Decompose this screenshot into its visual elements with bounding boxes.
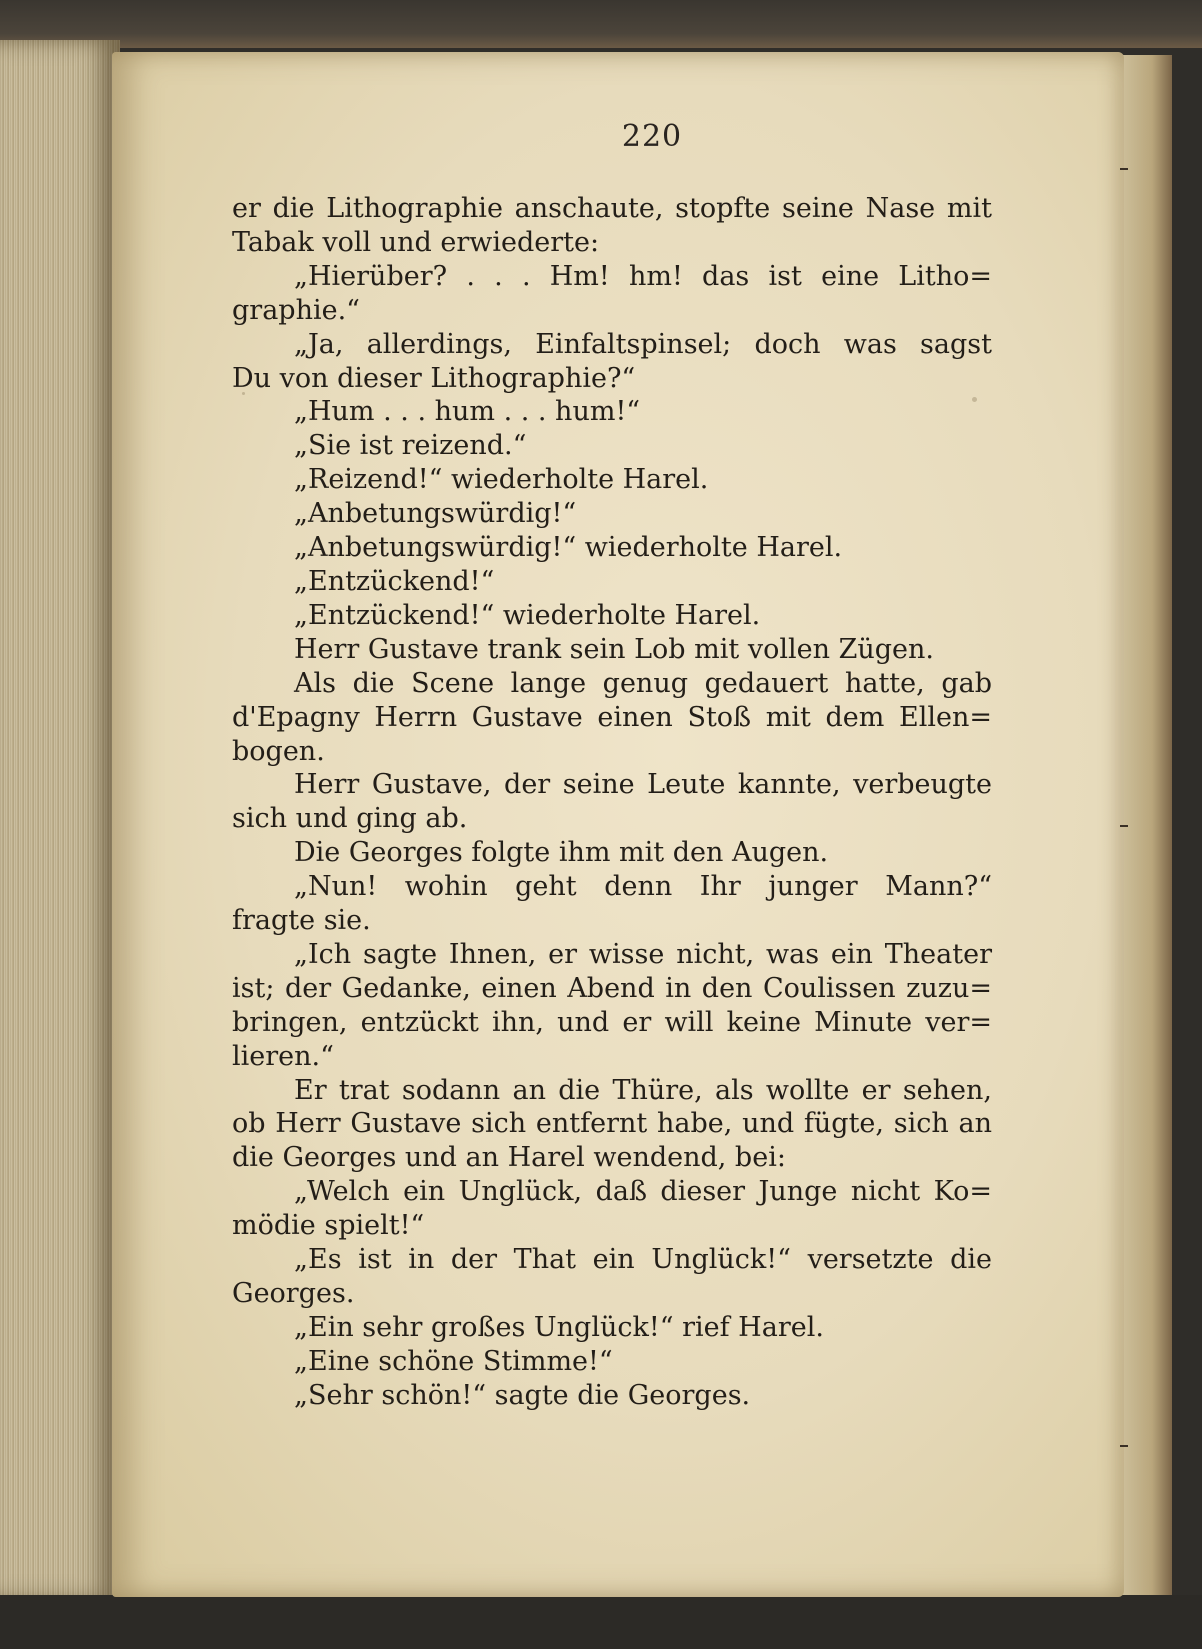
text-line: „Welch ein Unglück, daß dieser Junge nicht Ko=	[294, 1176, 992, 1208]
page-body-text	[232, 192, 992, 1413]
text-line: sich und ging ab.	[232, 803, 468, 835]
text-line: „Eine schöne Stimme!“	[294, 1345, 613, 1377]
book-cover-bottom	[0, 1595, 1202, 1649]
edge-mark	[1120, 1445, 1128, 1447]
text-line: „Reizend!“ wiederholte Harel.	[294, 464, 709, 496]
edge-mark	[1120, 168, 1128, 170]
text-line: „Anbetungswürdig!“ wiederholte Harel.	[294, 532, 843, 564]
text-line: er die Lithographie anschaute, stopfte seine Nase mit	[232, 193, 992, 224]
text-line: „Ein sehr großes Unglück!“ rief Harel.	[294, 1311, 824, 1343]
text-line: bringen, entzückt ihn, und er will keine Minute ver=	[232, 1006, 992, 1038]
text-line: Er trat sodann an die Thüre, als wollte er sehen,	[294, 1074, 992, 1106]
text-line: „Sie ist reizend.“	[294, 430, 527, 462]
text-line: „Nun! wohin geht denn Ihr junger Mann?“	[294, 871, 992, 903]
text-line: Die Georges folgte ihm mit den Augen.	[294, 837, 829, 869]
text-line: „Sehr schön!“ sagte die Georges.	[294, 1379, 751, 1411]
paper-fleck	[972, 397, 977, 402]
page-number: 220	[621, 119, 683, 154]
text-line: die Georges und an Harel wendend, bei:	[232, 1142, 786, 1174]
text-line: fragte sie.	[232, 905, 371, 937]
text-line: mödie spielt!“	[232, 1210, 425, 1242]
text-line: „Anbetungswürdig!“	[294, 498, 577, 530]
text-line: d'Epagny Herrn Gustave einen Stoß mit dem Ellen=	[232, 701, 992, 733]
text-line: Herr Gustave, der seine Leute kannte, verbeugte	[294, 769, 992, 801]
text-line: Du von dieser Lithographie?“	[232, 362, 636, 394]
text-line: „Ich sagte Ihnen, er wisse nicht, was ein Theater	[294, 938, 992, 970]
paper-fleck	[242, 392, 245, 395]
text-line: graphie.“	[232, 294, 360, 326]
text-line: Als die Scene lange genug gedauert hatte, gab	[294, 667, 992, 699]
text-line: ist; der Gedanke, einen Abend in den Coulissen zuzu=	[232, 972, 992, 1004]
right-page-edge	[1122, 55, 1172, 1595]
left-page-edges	[0, 40, 120, 1600]
text-line: „Es ist in der That ein Unglück!“ versetzte die	[294, 1244, 992, 1276]
text-line: „Entzückend!“	[294, 565, 495, 597]
text-line: bogen.	[232, 735, 325, 767]
text-line: „Ja, allerdings, Einfaltspinsel; doch was sagst	[294, 328, 992, 360]
text-line: „Hum . . . hum . . . hum!“	[294, 396, 641, 428]
edge-mark	[1120, 825, 1128, 827]
text-line: lieren.“	[232, 1040, 334, 1072]
text-line: Georges.	[232, 1278, 355, 1309]
text-line: „Hierüber? . . . Hm! hm! das ist eine Litho=	[294, 260, 992, 292]
text-line: ob Herr Gustave sich entfernt habe, und fügte, sich an	[232, 1108, 992, 1140]
text-line: Herr Gustave trank sein Lob mit vollen Zügen.	[294, 633, 934, 665]
text-line: „Entzückend!“ wiederholte Harel.	[294, 599, 761, 631]
book-page	[112, 52, 1124, 1597]
book-cover-top	[0, 0, 1202, 48]
text-line: Tabak voll und erwiederte:	[232, 226, 600, 258]
